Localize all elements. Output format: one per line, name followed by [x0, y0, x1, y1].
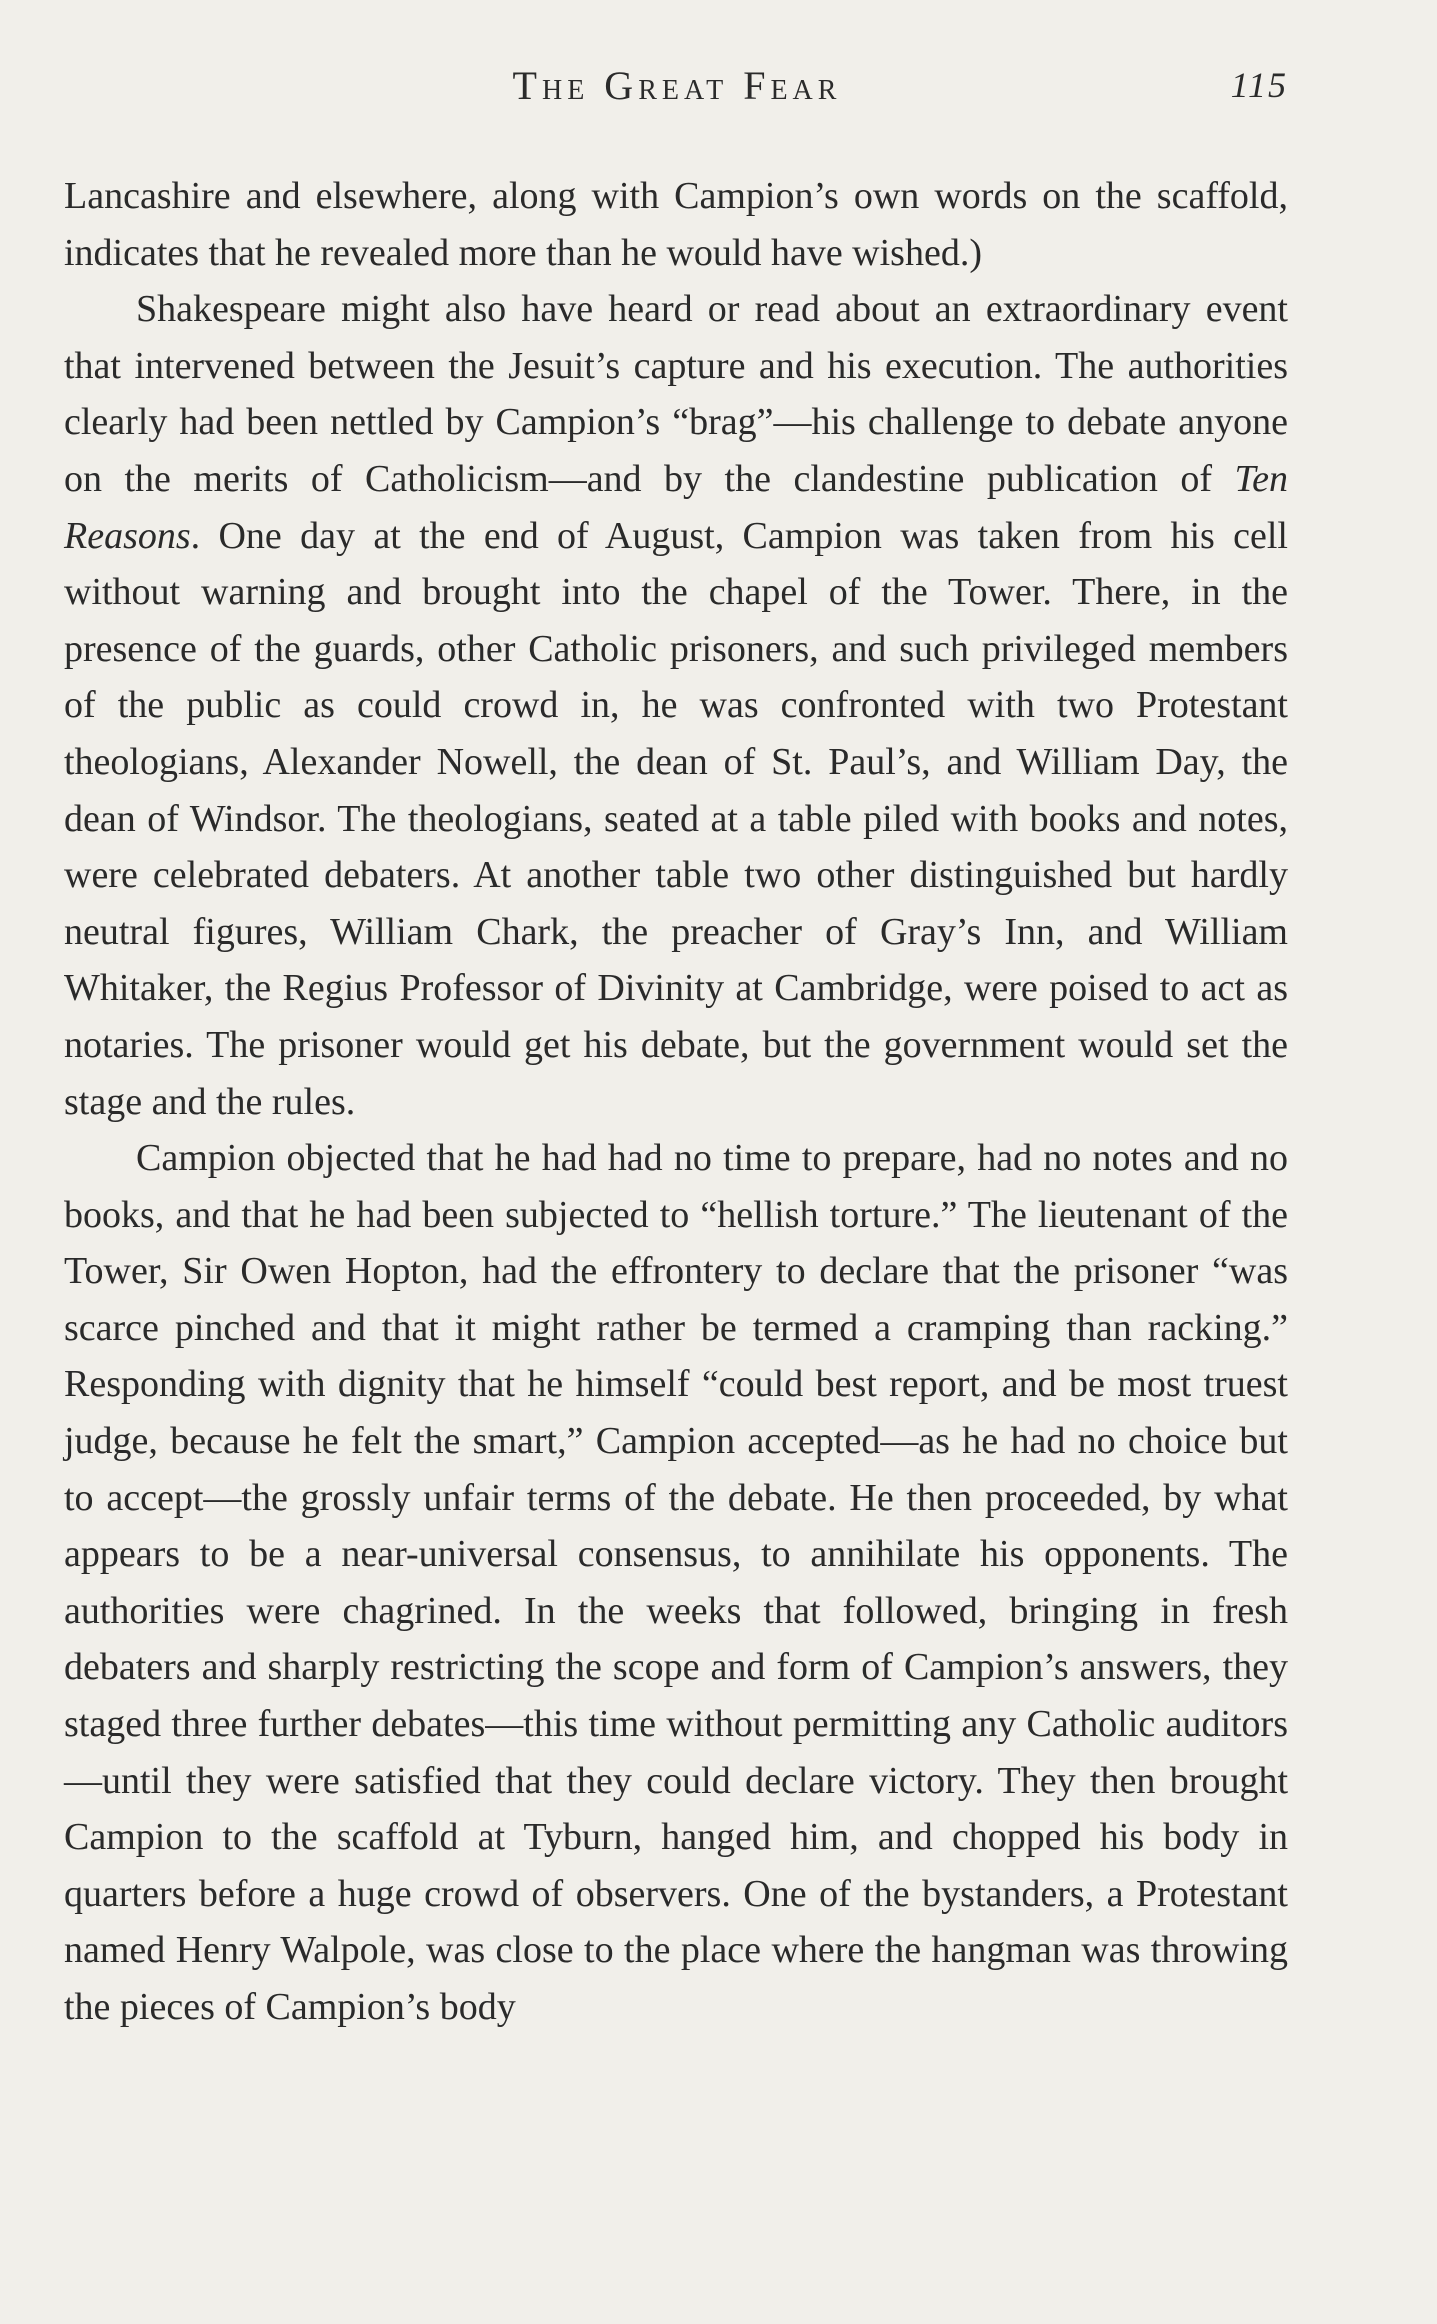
paragraph-campion-objection: Campion objected that he had had no time to prepare, had no notes and no books, and that he had been subjected to “hellish torture.” The lieutenant of the Tower, Sir Owen Hopton, had the effrontery to declare that the prisoner “was scarce pinched and that it might rather be termed a cramping than racking.” Responding with dignity that he himself “could best report, and be most truest judge, because he felt the smart,” Campion accepted—as he had no choice but to accept—the grossly unfair terms of the debate. He then proceeded, by what appears to be a near-universal consensus, to annihilate his opponents. The authorities were chagrined. In the weeks that followed, bringing in fresh debaters and sharply restricting the scope and form of Campion’s answers, they staged three further debates—this time without permitting any Catholic auditors—until they were satisfied that they could declare victory. They then brought Campion to the scaffold at Tyburn, hanged him, and chopped his body in quarters before a huge crowd of observers. One of the bystanders, a Protestant named Henry Walpole, was close to the place where the hangman was throwing the pieces of Campion’s body: [64, 1137, 1288, 2028]
book-title-italic: Ten Reasons: [64, 457, 1288, 557]
running-title: The Great Fear: [512, 63, 842, 108]
paragraph-debate-setup: [64, 281, 1288, 1130]
paragraph-continuation: Lancashire and elsewhere, along with Campion’s own words on the scaffold, indicates that he revealed more than he would have wished.): [64, 175, 1288, 274]
paragraph-text: Shakespeare might also have heard or read about an extraordinary event that intervened between the Jesuit’s capture and his execution. The authorities clearly had been nettled by Campion’s “brag”—his challenge to debate anyone on the merits of Catholicism—and by the clandestine publication of: [64, 288, 1288, 500]
running-head: [66, 62, 1288, 122]
page-number: 115: [1230, 65, 1288, 105]
paragraph-text: . One day at the end of August, Campion was taken from his cell without warning and brought into the chapel of the Tower. There, in the presence of the guards, other Catholic prisoners, and such privileged members of the public as could crowd in, he was confronted with two Protestant theologians, Alexander Nowell, the dean of St. Paul’s, and William Day, the dean of Windsor. The theologians, seated at a table piled with books and notes, were celebrated debaters. At another table two other distinguished but hardly neutral figures, William Chark, the preacher of Gray’s Inn, and William Whitaker, the Regius Professor of Divinity at Cambridge, were poised to act as notaries. The prisoner would get his debate, but the government would set the stage and the rules.: [64, 514, 1288, 1123]
body-text: [64, 168, 1288, 2036]
